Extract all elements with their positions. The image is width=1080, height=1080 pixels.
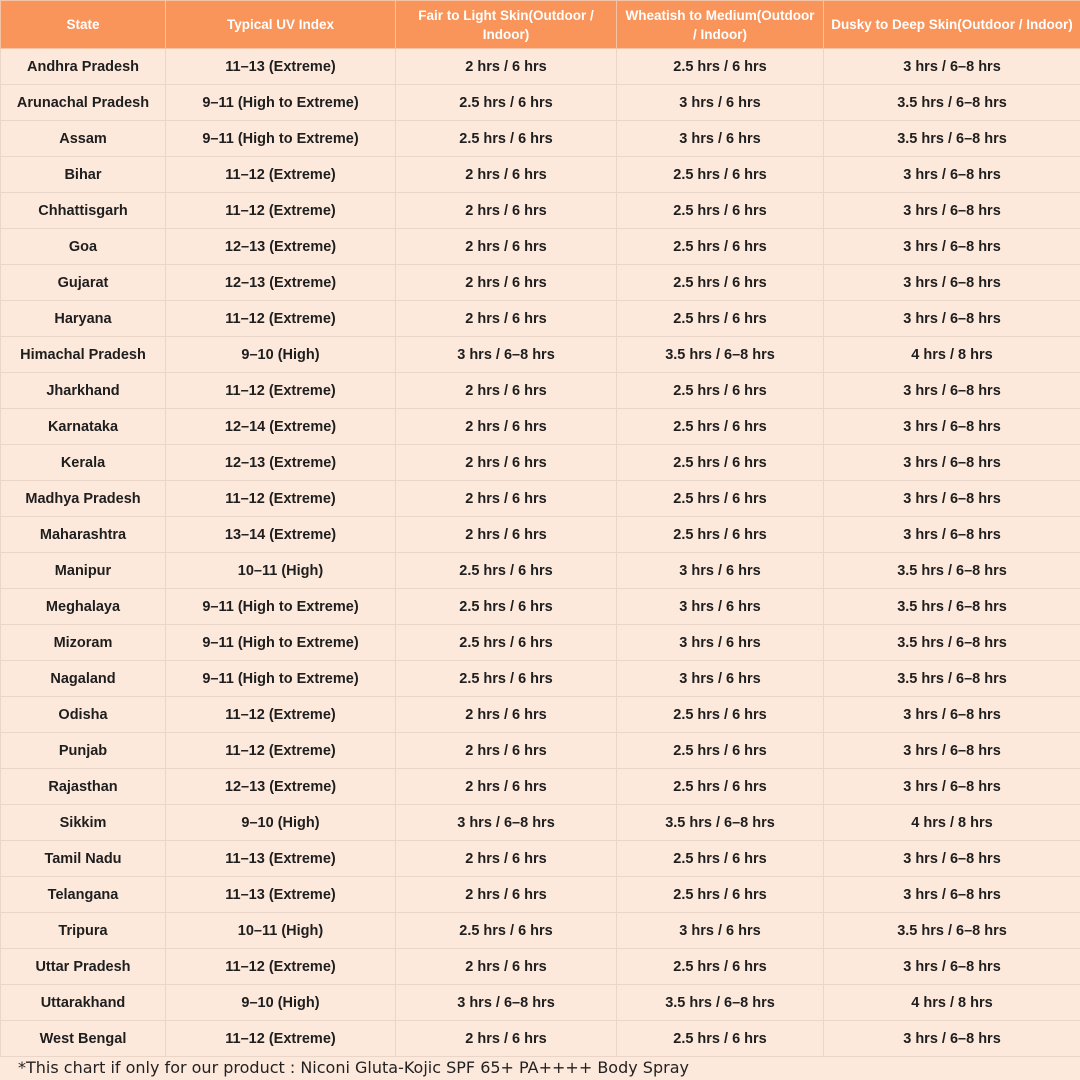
state-cell: Odisha [1,697,166,733]
state-cell: Chhattisgarh [1,193,166,229]
fair-skin-cell: 3 hrs / 6–8 hrs [396,805,617,841]
table-row [1,229,1080,265]
fair-skin-cell: 2 hrs / 6 hrs [396,517,617,553]
table-row [1,85,1080,121]
table-row [1,769,1080,805]
fair-skin-cell: 2.5 hrs / 6 hrs [396,913,617,949]
wheatish-skin-cell: 2.5 hrs / 6 hrs [617,949,824,985]
uv-index-cell: 9–11 (High to Extreme) [166,85,396,121]
wheatish-skin-cell: 3 hrs / 6 hrs [617,625,824,661]
fair-skin-cell: 2 hrs / 6 hrs [396,841,617,877]
fair-skin-cell: 3 hrs / 6–8 hrs [396,985,617,1021]
fair-skin-cell: 2.5 hrs / 6 hrs [396,85,617,121]
uv-index-cell: 10–11 (High) [166,553,396,589]
state-cell: Goa [1,229,166,265]
uv-index-cell: 12–13 (Extreme) [166,229,396,265]
dusky-skin-cell: 3 hrs / 6–8 hrs [824,697,1080,733]
uv-index-cell: 11–13 (Extreme) [166,877,396,913]
wheatish-skin-cell: 3 hrs / 6 hrs [617,913,824,949]
dusky-skin-cell: 3.5 hrs / 6–8 hrs [824,589,1080,625]
table-row [1,805,1080,841]
uv-index-cell: 11–12 (Extreme) [166,697,396,733]
state-cell: Haryana [1,301,166,337]
wheatish-skin-cell: 3.5 hrs / 6–8 hrs [617,337,824,373]
table-row [1,949,1080,985]
dusky-skin-cell: 3 hrs / 6–8 hrs [824,229,1080,265]
state-cell: Nagaland [1,661,166,697]
fair-skin-cell: 2 hrs / 6 hrs [396,301,617,337]
fair-skin-cell: 2 hrs / 6 hrs [396,265,617,301]
wheatish-skin-cell: 2.5 hrs / 6 hrs [617,49,824,85]
table-row [1,697,1080,733]
state-cell: Tripura [1,913,166,949]
table-row [1,985,1080,1021]
table-row [1,877,1080,913]
fair-skin-cell: 2 hrs / 6 hrs [396,733,617,769]
state-cell: Madhya Pradesh [1,481,166,517]
uv-index-cell: 11–12 (Extreme) [166,373,396,409]
uv-index-cell: 9–11 (High to Extreme) [166,625,396,661]
table-row [1,49,1080,85]
wheatish-skin-cell: 3 hrs / 6 hrs [617,661,824,697]
state-cell: Assam [1,121,166,157]
wheatish-skin-cell: 2.5 hrs / 6 hrs [617,229,824,265]
table-row [1,1021,1080,1057]
table-row [1,265,1080,301]
state-cell: Kerala [1,445,166,481]
column-header-state: State [1,1,166,49]
uv-index-cell: 9–11 (High to Extreme) [166,661,396,697]
table-row [1,193,1080,229]
wheatish-skin-cell: 3.5 hrs / 6–8 hrs [617,805,824,841]
table-row [1,553,1080,589]
fair-skin-cell: 2 hrs / 6 hrs [396,1021,617,1057]
table-row [1,337,1080,373]
state-cell: Karnataka [1,409,166,445]
state-cell: Rajasthan [1,769,166,805]
wheatish-skin-cell: 2.5 hrs / 6 hrs [617,193,824,229]
fair-skin-cell: 2 hrs / 6 hrs [396,769,617,805]
dusky-skin-cell: 3.5 hrs / 6–8 hrs [824,913,1080,949]
dusky-skin-cell: 3.5 hrs / 6–8 hrs [824,625,1080,661]
dusky-skin-cell: 3 hrs / 6–8 hrs [824,733,1080,769]
uv-index-cell: 11–13 (Extreme) [166,49,396,85]
uv-index-cell: 9–10 (High) [166,985,396,1021]
wheatish-skin-cell: 3.5 hrs / 6–8 hrs [617,985,824,1021]
table-row [1,625,1080,661]
uv-index-cell: 11–12 (Extreme) [166,949,396,985]
state-cell: Punjab [1,733,166,769]
table-row [1,661,1080,697]
state-cell: Bihar [1,157,166,193]
fair-skin-cell: 2.5 hrs / 6 hrs [396,121,617,157]
fair-skin-cell: 2 hrs / 6 hrs [396,949,617,985]
wheatish-skin-cell: 2.5 hrs / 6 hrs [617,769,824,805]
dusky-skin-cell: 3 hrs / 6–8 hrs [824,841,1080,877]
uv-index-cell: 12–13 (Extreme) [166,769,396,805]
uv-index-cell: 11–12 (Extreme) [166,733,396,769]
wheatish-skin-cell: 2.5 hrs / 6 hrs [617,877,824,913]
state-cell: Sikkim [1,805,166,841]
wheatish-skin-cell: 2.5 hrs / 6 hrs [617,697,824,733]
table-row [1,121,1080,157]
uv-index-cell: 11–12 (Extreme) [166,1021,396,1057]
column-header-dusky-skin: Dusky to Deep Skin(Outdoor / Indoor) [824,1,1080,49]
wheatish-skin-cell: 2.5 hrs / 6 hrs [617,481,824,517]
dusky-skin-cell: 3.5 hrs / 6–8 hrs [824,553,1080,589]
dusky-skin-cell: 3.5 hrs / 6–8 hrs [824,121,1080,157]
state-cell: Himachal Pradesh [1,337,166,373]
table-row [1,913,1080,949]
dusky-skin-cell: 3 hrs / 6–8 hrs [824,949,1080,985]
state-cell: Manipur [1,553,166,589]
dusky-skin-cell: 4 hrs / 8 hrs [824,337,1080,373]
dusky-skin-cell: 3 hrs / 6–8 hrs [824,1021,1080,1057]
uv-index-cell: 9–11 (High to Extreme) [166,121,396,157]
table-row [1,517,1080,553]
wheatish-skin-cell: 3 hrs / 6 hrs [617,553,824,589]
fair-skin-cell: 2 hrs / 6 hrs [396,49,617,85]
uv-index-cell: 9–10 (High) [166,337,396,373]
state-cell: Jharkhand [1,373,166,409]
uv-index-cell: 12–13 (Extreme) [166,265,396,301]
dusky-skin-cell: 3 hrs / 6–8 hrs [824,445,1080,481]
dusky-skin-cell: 3 hrs / 6–8 hrs [824,481,1080,517]
table-row [1,733,1080,769]
fair-skin-cell: 2 hrs / 6 hrs [396,877,617,913]
table-row [1,589,1080,625]
fair-skin-cell: 2 hrs / 6 hrs [396,373,617,409]
dusky-skin-cell: 3 hrs / 6–8 hrs [824,409,1080,445]
uv-index-cell: 9–10 (High) [166,805,396,841]
dusky-skin-cell: 3 hrs / 6–8 hrs [824,193,1080,229]
dusky-skin-cell: 3 hrs / 6–8 hrs [824,877,1080,913]
table-row [1,301,1080,337]
uv-index-cell: 12–13 (Extreme) [166,445,396,481]
table-row [1,409,1080,445]
state-cell: Telangana [1,877,166,913]
wheatish-skin-cell: 3 hrs / 6 hrs [617,589,824,625]
table-body [1,49,1080,1057]
uv-index-cell: 13–14 (Extreme) [166,517,396,553]
wheatish-skin-cell: 2.5 hrs / 6 hrs [617,409,824,445]
fair-skin-cell: 2.5 hrs / 6 hrs [396,625,617,661]
fair-skin-cell: 2 hrs / 6 hrs [396,697,617,733]
state-cell: Mizoram [1,625,166,661]
uv-index-cell: 11–12 (Extreme) [166,157,396,193]
state-cell: West Bengal [1,1021,166,1057]
wheatish-skin-cell: 3 hrs / 6 hrs [617,85,824,121]
table-row [1,481,1080,517]
state-cell: Tamil Nadu [1,841,166,877]
wheatish-skin-cell: 2.5 hrs / 6 hrs [617,265,824,301]
table-row [1,373,1080,409]
dusky-skin-cell: 3 hrs / 6–8 hrs [824,49,1080,85]
table-header-row [1,1,1080,49]
uv-index-cell: 11–12 (Extreme) [166,481,396,517]
wheatish-skin-cell: 2.5 hrs / 6 hrs [617,733,824,769]
dusky-skin-cell: 3.5 hrs / 6–8 hrs [824,85,1080,121]
wheatish-skin-cell: 2.5 hrs / 6 hrs [617,1021,824,1057]
state-cell: Gujarat [1,265,166,301]
dusky-skin-cell: 3 hrs / 6–8 hrs [824,265,1080,301]
table-row [1,445,1080,481]
wheatish-skin-cell: 3 hrs / 6 hrs [617,121,824,157]
uv-index-cell: 11–12 (Extreme) [166,193,396,229]
column-header-fair-skin: Fair to Light Skin(Outdoor / Indoor) [396,1,617,49]
table-row [1,841,1080,877]
dusky-skin-cell: 4 hrs / 8 hrs [824,985,1080,1021]
dusky-skin-cell: 3 hrs / 6–8 hrs [824,157,1080,193]
fair-skin-cell: 2 hrs / 6 hrs [396,481,617,517]
fair-skin-cell: 2 hrs / 6 hrs [396,193,617,229]
column-header-uv-index: Typical UV Index [166,1,396,49]
dusky-skin-cell: 4 hrs / 8 hrs [824,805,1080,841]
state-cell: Maharashtra [1,517,166,553]
wheatish-skin-cell: 2.5 hrs / 6 hrs [617,373,824,409]
fair-skin-cell: 3 hrs / 6–8 hrs [396,337,617,373]
dusky-skin-cell: 3 hrs / 6–8 hrs [824,769,1080,805]
wheatish-skin-cell: 2.5 hrs / 6 hrs [617,445,824,481]
fair-skin-cell: 2 hrs / 6 hrs [396,157,617,193]
fair-skin-cell: 2.5 hrs / 6 hrs [396,553,617,589]
fair-skin-cell: 2.5 hrs / 6 hrs [396,589,617,625]
uv-index-cell: 9–11 (High to Extreme) [166,589,396,625]
wheatish-skin-cell: 2.5 hrs / 6 hrs [617,841,824,877]
wheatish-skin-cell: 2.5 hrs / 6 hrs [617,301,824,337]
wheatish-skin-cell: 2.5 hrs / 6 hrs [617,157,824,193]
dusky-skin-cell: 3 hrs / 6–8 hrs [824,301,1080,337]
state-cell: Meghalaya [1,589,166,625]
state-cell: Arunachal Pradesh [1,85,166,121]
fair-skin-cell: 2 hrs / 6 hrs [396,229,617,265]
uv-index-cell: 11–12 (Extreme) [166,301,396,337]
table-row [1,157,1080,193]
state-cell: Uttarakhand [1,985,166,1021]
dusky-skin-cell: 3 hrs / 6–8 hrs [824,517,1080,553]
uv-index-cell: 12–14 (Extreme) [166,409,396,445]
footnote: *This chart if only for our product : Niconi Gluta-Kojic SPF 65+ PA++++ Body Spray [18,1058,689,1077]
state-cell: Andhra Pradesh [1,49,166,85]
column-header-wheatish-skin: Wheatish to Medium(Outdoor / Indoor) [617,1,824,49]
dusky-skin-cell: 3 hrs / 6–8 hrs [824,373,1080,409]
state-cell: Uttar Pradesh [1,949,166,985]
uv-index-cell: 10–11 (High) [166,913,396,949]
wheatish-skin-cell: 2.5 hrs / 6 hrs [617,517,824,553]
uv-index-cell: 11–13 (Extreme) [166,841,396,877]
fair-skin-cell: 2 hrs / 6 hrs [396,445,617,481]
dusky-skin-cell: 3.5 hrs / 6–8 hrs [824,661,1080,697]
fair-skin-cell: 2.5 hrs / 6 hrs [396,661,617,697]
fair-skin-cell: 2 hrs / 6 hrs [396,409,617,445]
